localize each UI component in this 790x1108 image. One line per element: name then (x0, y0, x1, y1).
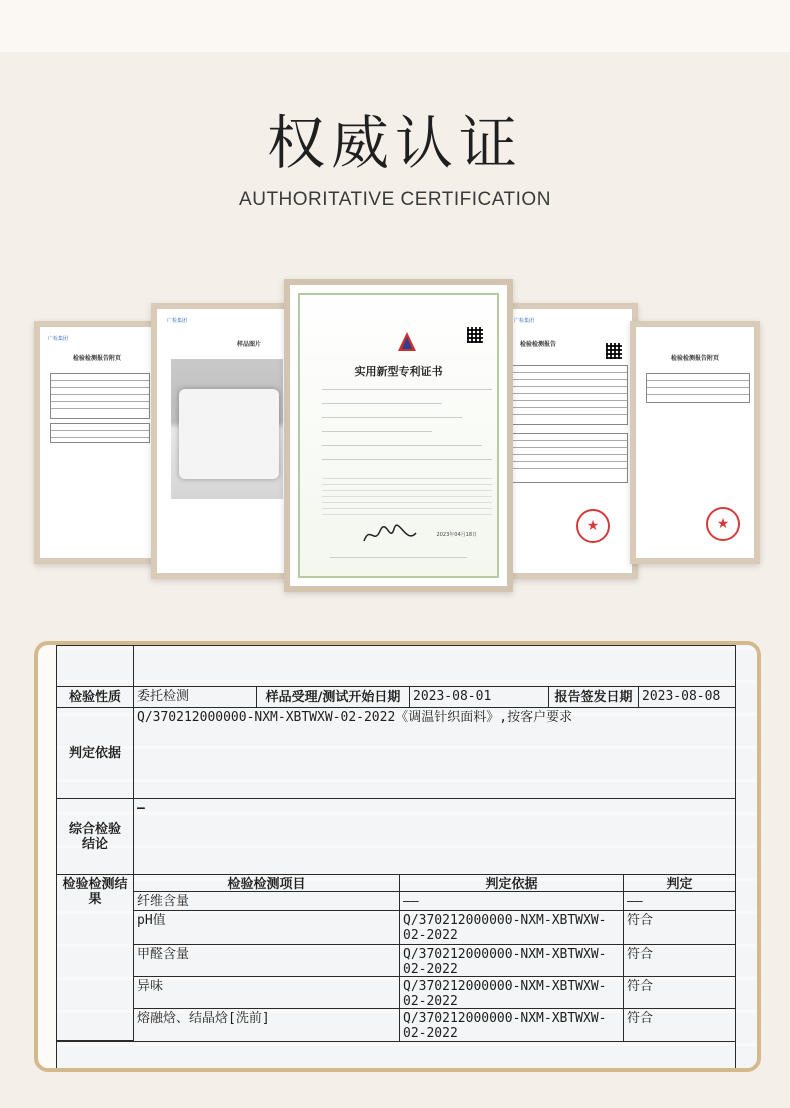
card-heading: 检验检测报告附页 (670, 355, 719, 362)
conclusion-label (56, 798, 134, 875)
certificate-card-test-report (500, 303, 638, 579)
card-heading: 检验检测报告 (520, 341, 557, 348)
result-basis: Q/370212000000-NXM-XBTWXW-02-2022 (399, 1008, 624, 1042)
sample-pad (179, 389, 279, 479)
red-seal-icon: ★ (706, 507, 740, 541)
patent-date: 2023年04月18日 (436, 532, 477, 538)
result-basis: Q/370212000000-NXM-XBTWXW-02-2022 (399, 910, 624, 945)
empty-cell (56, 645, 134, 687)
result-verdict: 符合 (623, 976, 736, 1009)
mini-table (50, 423, 150, 443)
patent-emblem-icon (396, 331, 418, 353)
results-label (56, 874, 134, 1041)
certificate-card-report-appendix (34, 321, 160, 564)
basis-value: Q/370212000000-NXM-XBTWXW-02-2022《调温针织面料》,按客户要求 (133, 707, 736, 799)
result-basis: —— (399, 891, 624, 911)
report-panel (34, 641, 761, 1072)
result-item: 纤维含量 (133, 891, 400, 911)
nature-value: 委托检测 (133, 686, 257, 708)
patent-frame (298, 293, 499, 578)
patent-footer (330, 557, 467, 564)
result-item: 异味 (133, 976, 400, 1009)
result-verdict: 符合 (623, 944, 736, 977)
red-seal-icon: ★ (576, 509, 610, 543)
conclusion-label-line1: 综合检验 (68, 821, 121, 837)
results-header-basis: 判定依据 (399, 874, 624, 892)
results-header-item: 检验检测项目 (133, 874, 400, 892)
mini-table (512, 365, 628, 425)
patent-title: 实用新型专利证书 (354, 365, 443, 378)
results-label-line2: 果 (88, 892, 102, 907)
patent-body-text (322, 475, 492, 515)
qr-code-icon (467, 327, 483, 343)
certificate-card-report-appendix-2 (630, 321, 760, 564)
page-title: 权威认证 (266, 109, 523, 177)
qr-code-icon (606, 343, 622, 359)
sample-photo (171, 359, 283, 499)
gtc-logo: 广检集团 (167, 318, 188, 324)
issue-date-label: 报告签发日期 (548, 686, 639, 708)
empty-cell (133, 645, 736, 687)
patent-text-line (322, 459, 492, 460)
mini-table (50, 373, 150, 419)
result-item: pH值 (133, 910, 400, 945)
certificate-card-patent (284, 279, 513, 592)
basis-label: 判定依据 (56, 707, 134, 799)
signature-icon (360, 523, 420, 547)
report-document (56, 645, 761, 1072)
result-item: 甲醛含量 (133, 944, 400, 977)
receive-date-label: 样品受理/测试开始日期 (256, 686, 410, 708)
issue-date-value: 2023-08-08 (638, 686, 736, 708)
result-item: 熔融焓、结晶焓[洗前] (133, 1008, 400, 1042)
result-verdict: 符合 (623, 910, 736, 945)
card-heading: 样品图片 (237, 341, 262, 348)
result-verdict: —— (623, 891, 736, 911)
result-basis: Q/370212000000-NXM-XBTWXW-02-2022 (399, 976, 624, 1009)
top-strip (0, 0, 790, 52)
empty-cell (56, 1041, 736, 1072)
nature-label: 检验性质 (56, 686, 134, 708)
page-subtitle: AUTHORITATIVE CERTIFICATION (239, 189, 551, 210)
results-label-line1: 检验检测结 (62, 877, 128, 892)
certificate-card-sample-photo (151, 303, 297, 579)
patent-text-line (322, 389, 492, 390)
conclusion-value: — (133, 798, 736, 875)
patent-text-line (322, 417, 462, 418)
result-basis: Q/370212000000-NXM-XBTWXW-02-2022 (399, 944, 624, 977)
conclusion-label-line2: 结论 (81, 836, 108, 852)
result-verdict: 符合 (623, 1008, 736, 1042)
card-heading: 检验检测报告附页 (72, 355, 121, 362)
patent-text-line (322, 431, 432, 432)
gtc-logo: 广检集团 (514, 318, 535, 324)
results-header-verdict: 判定 (623, 874, 736, 892)
patent-text-line (322, 403, 442, 404)
mini-table (646, 373, 750, 403)
gtc-logo: 广检集团 (48, 336, 69, 342)
mini-table (512, 433, 628, 483)
receive-date-value: 2023-08-01 (409, 686, 549, 708)
patent-text-line (322, 445, 482, 446)
